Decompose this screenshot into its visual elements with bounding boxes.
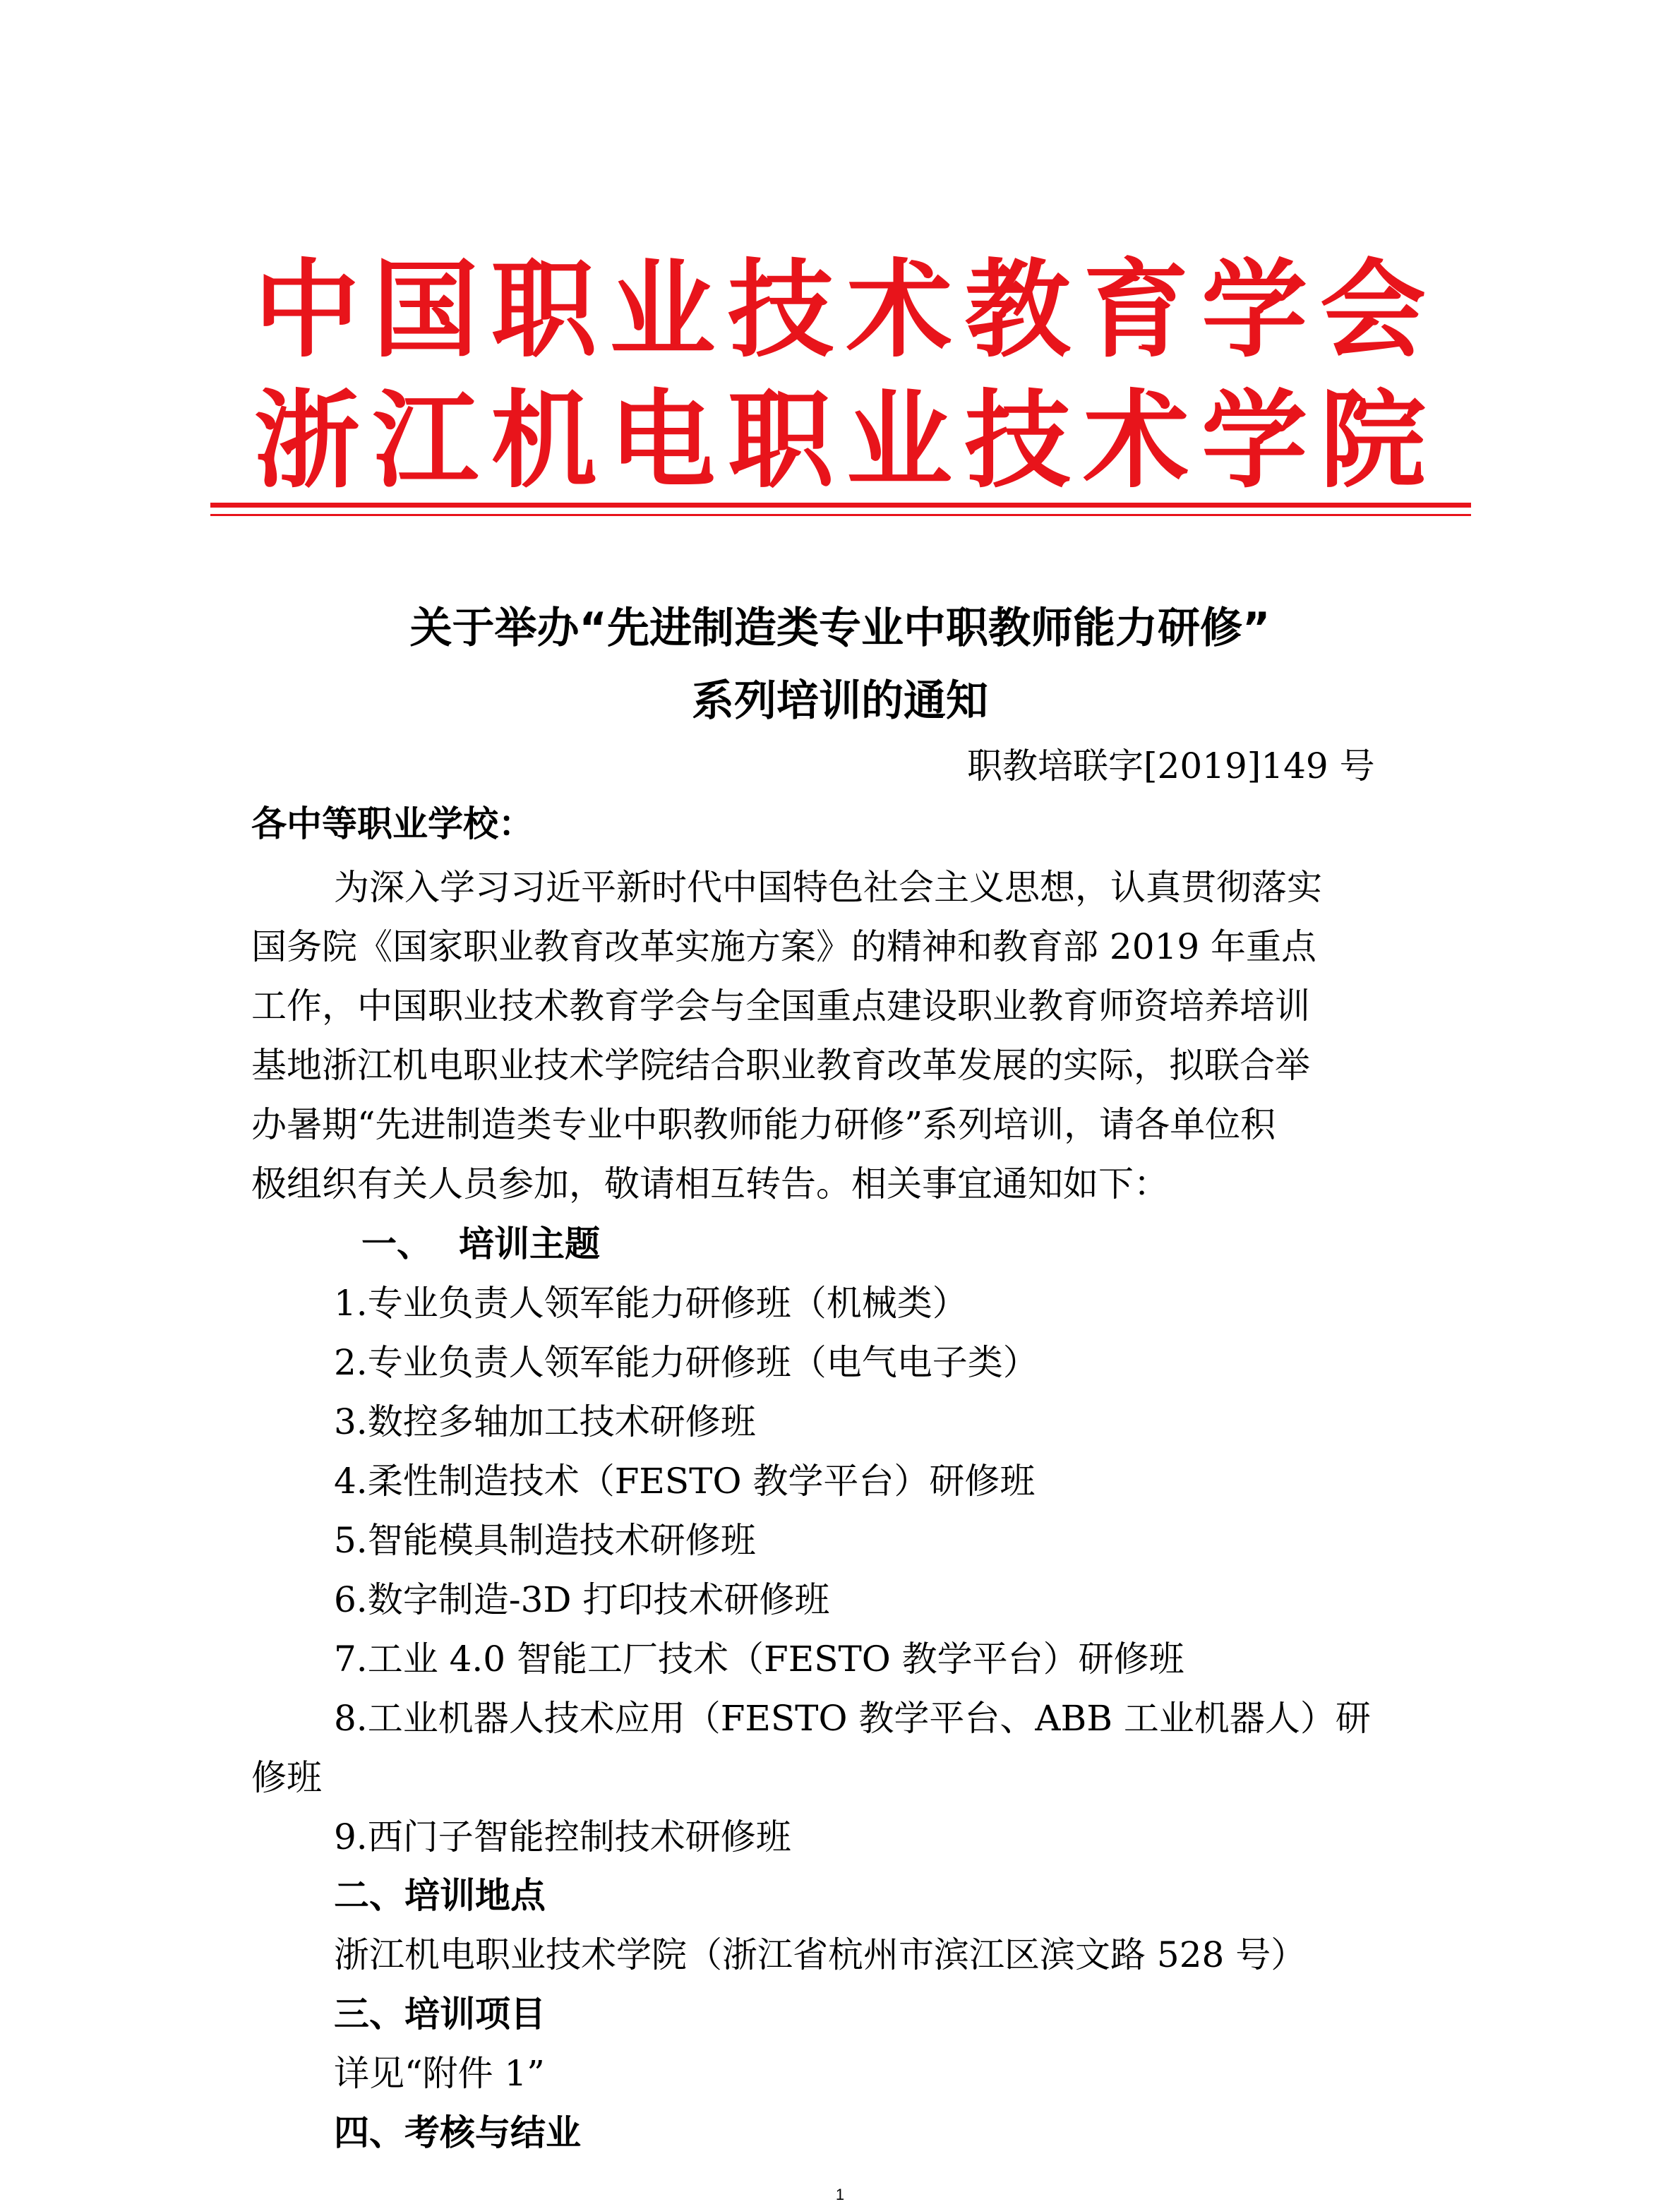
salutation: 各中等职业学校：: [251, 803, 534, 844]
section-4-heading: 四、考核与结业: [334, 2112, 581, 2153]
letterhead-divider-thick: [210, 503, 1471, 508]
intro-line: 办暑期“先进制造类专业中职教师能力研修”系列培训，请各单位积: [251, 1104, 1276, 1145]
letterhead-char: 业: [846, 380, 952, 503]
letterhead-org-1: [254, 251, 1426, 371]
letterhead-char: 中: [254, 249, 361, 372]
training-topic-item: 1.专业负责人领军能力研修班（机械类）: [334, 1283, 968, 1324]
intro-line: 极组织有关人员参加，敬请相互转告。相关事宜通知如下：: [251, 1163, 1169, 1204]
intro-line: 为深入学习习近平新时代中国特色社会主义思想，认真贯彻落实: [334, 867, 1322, 908]
section-1-heading: 培训主题: [459, 1223, 600, 1264]
letterhead-char: 技: [728, 249, 834, 372]
letterhead-char: 业: [609, 249, 716, 372]
section-2-heading: 二、培训地点: [334, 1875, 546, 1916]
letterhead-divider-thin: [210, 514, 1471, 516]
training-topic-item: 3.数控多轴加工技术研修班: [334, 1401, 756, 1442]
document-number: 职教培联字[2019]149 号: [967, 746, 1375, 786]
document-title-line-2: 系列培训的通知: [692, 676, 988, 726]
training-topic-item: 9.西门子智能控制技术研修班: [334, 1816, 791, 1857]
letterhead-char: 职: [491, 249, 597, 372]
document-title-line-1: 关于举办“先进制造类专业中职教师能力研修”: [409, 604, 1271, 653]
training-topic-item: 5.智能模具制造技术研修班: [334, 1520, 756, 1561]
section-1-number: 一、: [361, 1223, 432, 1264]
training-topic-item-continuation: 修班: [251, 1757, 322, 1798]
intro-line: 工作，中国职业技术教育学会与全国重点建设职业教育师资培养培训: [251, 986, 1310, 1026]
training-topic-item: 8.工业机器人技术应用（FESTO 教学平台、ABB 工业机器人）研: [334, 1698, 1371, 1739]
intro-line: 国务院《国家职业教育改革实施方案》的精神和教育部 2019 年重点: [251, 926, 1317, 967]
letterhead-char: 江: [372, 380, 479, 503]
letterhead-char: 学: [1201, 249, 1308, 372]
letterhead-char: 机: [491, 380, 597, 503]
letterhead-char: 国: [372, 249, 479, 372]
training-projects-ref: 详见“附件 1”: [334, 2053, 545, 2094]
intro-line: 基地浙江机电职业技术学院结合职业教育改革发展的实际，拟联合举: [251, 1045, 1310, 1086]
section-3-heading: 三、培训项目: [334, 1994, 546, 2035]
letterhead-char: 会: [1319, 249, 1426, 372]
training-topic-item: 4.柔性制造技术（FESTO 教学平台）研修班: [334, 1461, 1036, 1502]
letterhead-char: 育: [1083, 249, 1189, 372]
letterhead-char: 教: [964, 249, 1071, 372]
letterhead-char: 技: [964, 380, 1071, 503]
training-topic-item: 2.专业负责人领军能力研修班（电气电子类）: [334, 1342, 1038, 1383]
training-topic-item: 6.数字制造-3D 打印技术研修班: [334, 1579, 830, 1620]
training-topic-item: 7.工业 4.0 智能工厂技术（FESTO 教学平台）研修班: [334, 1639, 1184, 1680]
letterhead-org-2: [254, 381, 1426, 501]
letterhead-char: 电: [609, 380, 716, 503]
letterhead-char: 职: [728, 380, 834, 503]
letterhead-char: 术: [1083, 380, 1189, 503]
letterhead-char: 术: [846, 249, 952, 372]
letterhead-char: 浙: [254, 380, 361, 503]
page-number: 1: [835, 2186, 845, 2203]
training-location: 浙江机电职业技术学院（浙江省杭州市滨江区滨文路 528 号）: [334, 1934, 1307, 1975]
letterhead-char: 学: [1201, 380, 1308, 503]
letterhead-char: 院: [1319, 380, 1426, 503]
